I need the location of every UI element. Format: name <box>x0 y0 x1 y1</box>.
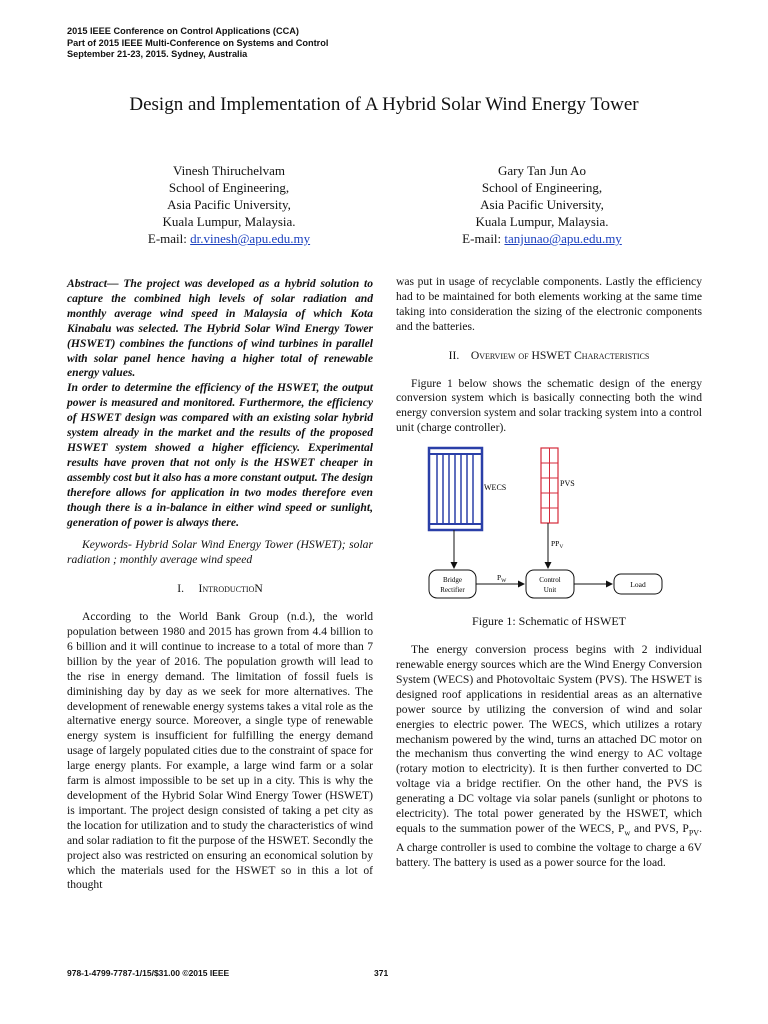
author-1-email-label: E-mail: <box>147 231 191 246</box>
author-2 <box>417 162 667 247</box>
section-1-heading <box>67 582 373 597</box>
section-1-title: IntroductioN <box>198 582 263 596</box>
schematic-diagram <box>396 444 702 612</box>
conference-header <box>67 26 328 61</box>
author-2-email-link[interactable]: tanjunao@apu.edu.my <box>504 231 622 246</box>
author-1-name: Vinesh Thiruchelvam <box>173 163 285 178</box>
ppv-label: $PP_V$ <box>551 539 564 551</box>
conference-line-1: 2015 IEEE Conference on Control Applications (CCA) <box>67 26 299 36</box>
left-column <box>67 277 373 893</box>
paper-title: Design and Implementation of A Hybrid Solar Wind Energy Tower <box>129 94 639 115</box>
author-2-university: Asia Pacific University, <box>480 197 604 212</box>
pvs-label: PVS <box>560 479 575 489</box>
author-1-school: School of Engineering, <box>168 180 290 195</box>
page-number: 371 <box>374 968 389 978</box>
author-2-school: School of Engineering, <box>481 180 603 195</box>
conference-line-3: September 21-23, 2015. Sydney, Australia <box>67 49 248 59</box>
section-2-number: II. <box>448 348 460 362</box>
pvs-panel <box>541 448 558 523</box>
intro-continuation: was put in usage of recyclable components. Lastly the efficiency had to be maintained for both elements working at the same time taking into consideration the sizing of the electronic components and the batteries. <box>396 275 702 333</box>
section-2-paragraph-2: The energy conversion process begins with 2 individual renewable energy sources which are the Wind Energy Conversion System (WECS) and Photovoltaic System (PVS). The HSWET is designed roof applications in residential areas as an alternative power source by utilizing the conversion of wind and solar energies to electric power. The WECS, which utilizes a rotary mechanism powered by the wind, turns an attached DC motor on the mechanism thus converting the wind energy to AC voltage (rotary motion to electricity). It is then further converted to DC voltage via a bridge rectifier. On the other hand, the PVS is generating a DC voltage via solar panels (sunlight or photons to electricity). The total power generated by the HSWET, which equals to the summation power of the WECS, $P_w$ and PVS, $P_{PV}$. A charge controller is used to combine the voltage to charge a 6V battery. The battery is used as a power source for the load. <box>396 643 702 870</box>
author-2-location: Kuala Lumpur, Malaysia. <box>475 214 609 229</box>
author-2-email-line <box>417 230 667 247</box>
author-1-university: Asia Pacific University, <box>167 197 291 212</box>
wecs-turbine <box>429 448 482 530</box>
load-label: Load <box>630 580 646 590</box>
right-column <box>396 275 702 871</box>
author-1-location: Kuala Lumpur, Malaysia. <box>162 214 296 229</box>
wecs-label: WECS <box>484 483 507 493</box>
author-1-email-line <box>104 230 354 247</box>
abstract-paragraph-1: Abstract— The project was developed as a hybrid solution to capture the combined high levels of solar radiation and monthly average wind speed in Malaysia of which Kota Kinabalu was selected. The Hybrid Solar Wind Energy Tower (HSWET) combines the functions of wind turbines in parallel with solar panel hence having a higher total of renewable energy values. <box>67 277 373 380</box>
conference-line-2: Part of 2015 IEEE Multi-Conference on Systems and Control <box>67 37 329 48</box>
rectifier-label-1: Bridge <box>442 576 463 585</box>
author-2-email-label: E-mail: <box>462 231 505 246</box>
pw-label: $P_W$ <box>497 573 507 585</box>
section-2-paragraph-1: Figure 1 below shows the schematic design of the energy conversion system which is basically connecting both the wind energy conversion system and solar tracking system into a control unit (charge controller). <box>396 376 702 435</box>
abstract-paragraph-2: In order to determine the efficiency of the HSWET, the output power is measured and monitored. Furthermore, the efficiency of HSWET design was compared with an existing solar hybrid system already in the market and the results of the proposed HSWET system showed a higher efficiency. Experimental results have proven that not only is the HSWET cheaper in assembly cost but it also has a more constant output. The design therefore allows for application in two modes therefore even though there is a in-balance in either wind speed or sunlight, generation of power is always there. <box>67 381 373 529</box>
author-2-name: Gary Tan Jun Ao <box>497 163 587 178</box>
section-1-number: I. <box>177 582 185 596</box>
figure-1 <box>396 444 702 612</box>
footer-isbn: 978-1-4799-7787-1/15/$31.00 ©2015 IEEE <box>67 968 230 978</box>
keywords: Keywords- Hybrid Solar Wind Energy Tower (HSWET); solar radiation ; monthly average wind speed <box>67 538 373 567</box>
rectifier-label-2: Rectifier <box>440 586 465 595</box>
author-1-email-link[interactable]: dr.vinesh@apu.edu.my <box>190 231 311 246</box>
control-label-1: Control <box>539 576 561 585</box>
section-1-body: According to the World Bank Group (n.d.), the world population between 1980 and 2015 has grown from 4.4 billion to 6 billion and it will continue to increase to a total of more than 7 billion by the year of 2016. The population growth will lead to the rise in energy demand. The limitation of fossil fuels is diminishing day by day as we seek for more alternatives. The development of renewable energy systems takes a vital role as the alternative energy source. Moreover, a single type of renewable energy system is insufficient for fulfilling the energy demand usage of largely populated cities due to the constraint of space for large energy plants. For example, a large wind farm or a solar farm is almost impossible to be set up in a city. This is why the development of the Hybrid Solar Wind Energy Tower (HSWET) is important. The project design consisted of taking a pet city as the location for utilization and to study the characteristics of wind and solar radiation to fit the purpose of the HSWET. Secondly the project also was restricted on ensuring an economical solution by which the materials used for the HSWET so in this a lot of thought <box>67 610 373 892</box>
section-2-heading <box>396 349 702 364</box>
control-label-2: Unit <box>543 586 557 595</box>
section-2-title: Overview of HSWET Characteristics <box>470 348 650 362</box>
author-1 <box>104 162 354 247</box>
figure-1-caption: Figure 1: Schematic of HSWET <box>472 614 626 629</box>
